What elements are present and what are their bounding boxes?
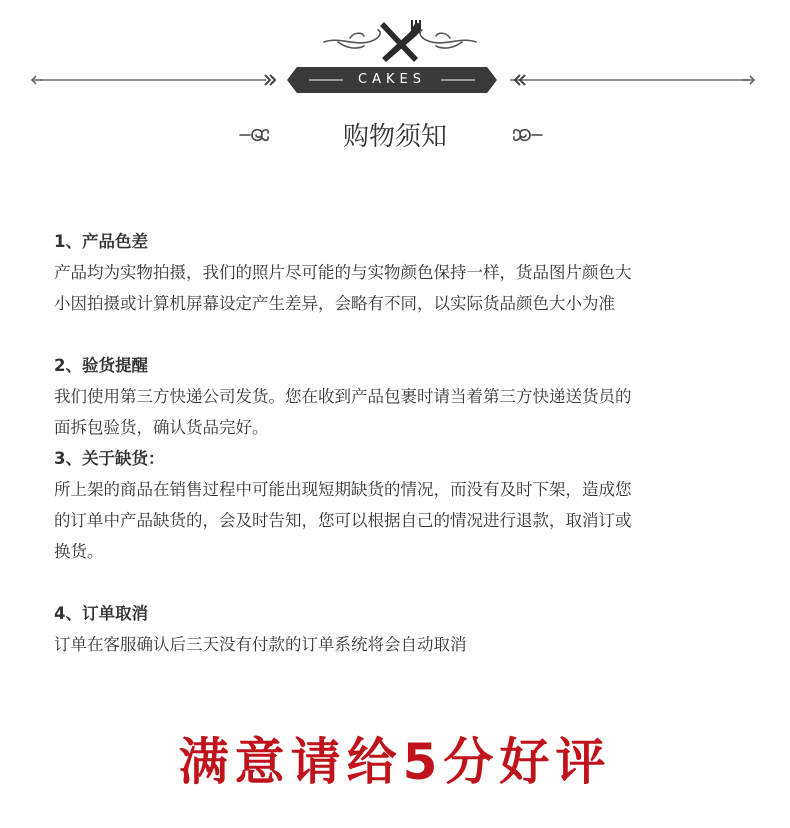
section-text-line: 订单在客服确认后三天没有付款的订单系统将会自动取消: [54, 635, 467, 654]
section-color-difference: [54, 226, 744, 319]
page-title: 购物须知: [342, 122, 447, 152]
section-title: 2、验货提醒: [54, 356, 148, 375]
flourish-right-icon: [512, 124, 544, 146]
chevron-double-right-icon: [262, 72, 278, 88]
section-inspection-reminder: [54, 350, 744, 443]
arrow-left-icon: [30, 73, 44, 87]
section-title: 1、产品色差: [54, 232, 148, 251]
section-text-line: 的订单中产品缺货的，会及时告知，您可以根据自己的情况进行退款，取消订或: [54, 511, 632, 530]
left-divider-line: [40, 79, 266, 81]
review-request-banner: 满意请给5分好评: [178, 733, 612, 791]
section-text-line: 我们使用第三方快递公司发货。您在收到产品包裹时请当着第三方快递送货员的: [54, 387, 632, 406]
section-order-cancel: [54, 598, 744, 660]
flourish-left-icon: [238, 124, 270, 146]
fork-knife-icon: [320, 18, 480, 64]
badge-label: CAKES: [358, 72, 426, 87]
notice-content: [54, 226, 744, 660]
section-out-of-stock: [54, 443, 744, 567]
section-text-line: 产品均为实物拍摄，我们的照片尽可能的与实物颜色保持一样，货品图片颜色大: [54, 263, 632, 282]
section-text-line: 所上架的商品在销售过程中可能出现短期缺货的情况，而没有及时下架，造成您: [54, 480, 632, 499]
chevron-double-left-icon: [512, 72, 528, 88]
section-text-line: 换货。: [54, 542, 104, 561]
arrow-right-icon: [742, 73, 756, 87]
section-text-line: 面拆包验货，确认货品完好。: [54, 418, 269, 437]
section-text-line: 小因拍摄或计算机屏幕设定产生差异，会略有不同，以实际货品颜色大小为准: [54, 294, 615, 313]
section-title: 4、订单取消: [54, 604, 148, 623]
section-title: 3、关于缺货：: [54, 449, 165, 468]
right-divider-line: [510, 79, 748, 81]
